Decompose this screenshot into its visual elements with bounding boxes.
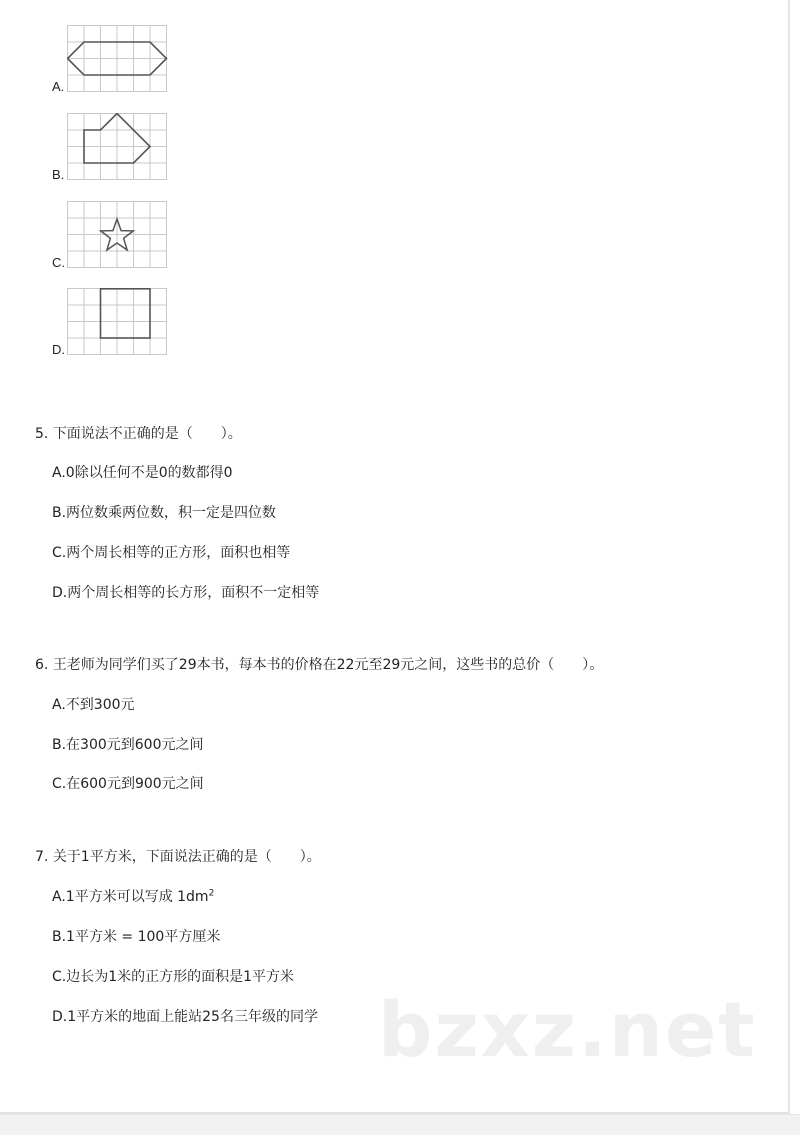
answer-option-b[interactable]: B.1平方米 = 100平方厘米 bbox=[52, 929, 221, 945]
question-stem bbox=[35, 423, 242, 443]
option-text: A.1平方米可以写成 1dm bbox=[52, 889, 209, 905]
question-number: 5. bbox=[35, 426, 49, 442]
question-stem bbox=[35, 846, 321, 866]
answer-option-d[interactable]: D.1平方米的地面上能站25名三年级的同学 bbox=[52, 1009, 318, 1025]
option-label: C. bbox=[52, 255, 65, 270]
question-text: 下面说法不正确的是（ ）。 bbox=[52, 426, 242, 442]
option-label: D. bbox=[52, 342, 65, 357]
question-text: 关于1平方米，下面说法正确的是（ ）。 bbox=[52, 849, 321, 865]
answer-option-c[interactable]: C.两个周长相等的正方形，面积也相等 bbox=[52, 545, 291, 561]
grid-pentagon-figure bbox=[67, 113, 168, 181]
question-text: 王老师为同学们买了29本书，每本书的价格在22元至29元之间，这些书的总价（ ）。 bbox=[52, 657, 604, 673]
question-number: 6. bbox=[35, 657, 49, 673]
answer-option-a[interactable]: A.0除以任何不是0的数都得0 bbox=[52, 465, 233, 481]
question-stem bbox=[35, 654, 603, 674]
page-gutter bbox=[0, 1114, 800, 1135]
answer-option-a[interactable]: A.不到300元 bbox=[52, 697, 135, 713]
answer-option-c[interactable]: C.在600元到900元之间 bbox=[52, 776, 204, 792]
question-number: 7. bbox=[35, 849, 49, 865]
watermark: bzxz.net bbox=[378, 985, 757, 1074]
answer-option-d[interactable]: D.两个周长相等的长方形，面积不一定相等 bbox=[52, 585, 320, 601]
answer-option-a[interactable] bbox=[52, 886, 214, 906]
superscript-exponent: 2 bbox=[208, 888, 215, 899]
option-label: A. bbox=[52, 79, 65, 94]
option-label: B. bbox=[52, 167, 65, 182]
answer-option-c[interactable]: C.边长为1米的正方形的面积是1平方米 bbox=[52, 969, 295, 985]
answer-option-b[interactable]: B.在300元到600元之间 bbox=[52, 737, 204, 753]
grid-square-figure bbox=[67, 288, 168, 356]
grid-hexagon-figure bbox=[67, 25, 168, 93]
grid-star-figure bbox=[67, 201, 168, 269]
answer-option-b[interactable]: B.两位数乘两位数，积一定是四位数 bbox=[52, 505, 277, 521]
